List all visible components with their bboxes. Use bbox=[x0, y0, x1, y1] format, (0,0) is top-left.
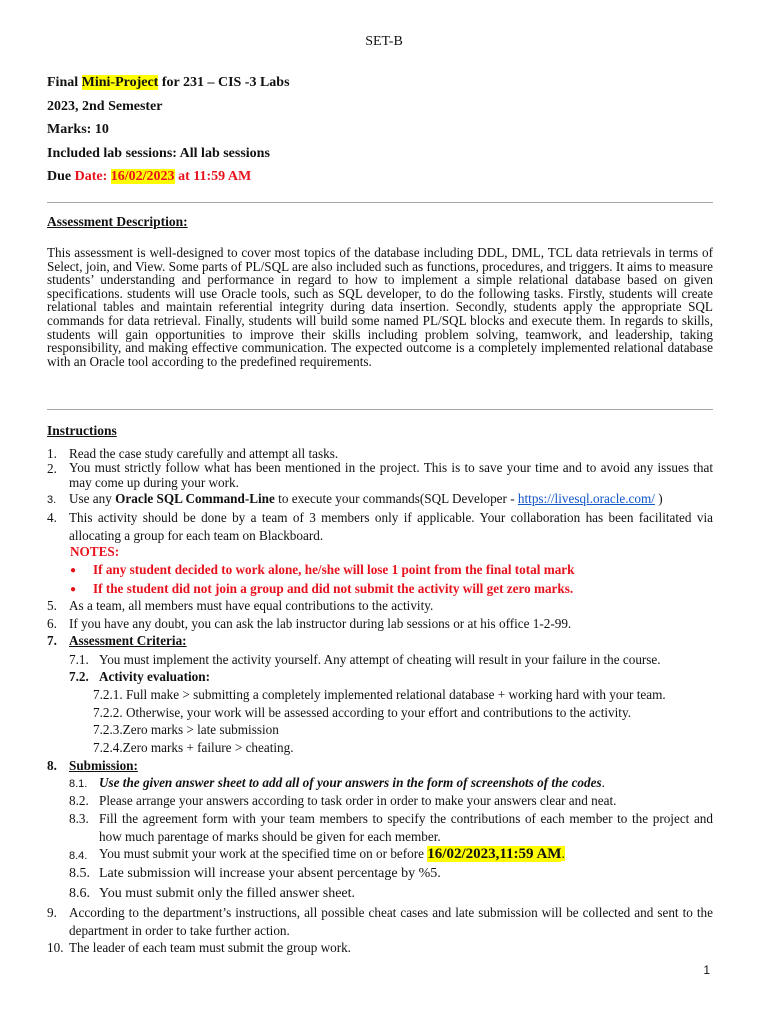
criteria-item: You must implement the activity yourself. Any attempt of cheating will result in your failure in the course. bbox=[99, 652, 661, 667]
list-number: 8. bbox=[47, 758, 57, 773]
lab-sessions-line: Included lab sessions: All lab sessions bbox=[47, 146, 270, 161]
instructions-heading: Instructions bbox=[47, 423, 117, 438]
page-number: 1 bbox=[703, 963, 710, 977]
instruction-item: Use any Oracle SQL Command-Line to execute your commands(SQL Developer - https://livesql.oracle.com/ ) bbox=[69, 491, 663, 506]
instruction-item: You must strictly follow what has been mentioned in the project. This is to save your time and to avoid any issues that may come up during your work. bbox=[69, 460, 713, 490]
list-number: 7.2. bbox=[69, 669, 89, 684]
highlight-mini-project: Mini-Project bbox=[81, 75, 159, 90]
marks-line: Marks: 10 bbox=[47, 122, 109, 137]
list-number: 10. bbox=[47, 940, 64, 955]
deadline-highlight: 16/02/2023,11:59 AM bbox=[427, 846, 562, 862]
assessment-criteria-heading: Assessment Criteria: bbox=[69, 633, 187, 648]
list-number: 8.1. bbox=[69, 778, 88, 790]
submission-item: Fill the agreement form with your team members to specify the contributions of each member to the project and how much parentage of marks should be given for each member. bbox=[99, 811, 713, 844]
semester-line: 2023, 2nd Semester bbox=[47, 99, 163, 114]
instruction-item: As a team, all members must have equal contributions to the activity. bbox=[69, 598, 434, 613]
list-number: 8.5. bbox=[69, 866, 90, 881]
list-number: 3. bbox=[47, 494, 57, 506]
submission-item: Please arrange your answers according to task order in order to make your answers clear and neat. bbox=[99, 793, 617, 808]
submission-item: You must submit your work at the specified time on or before 16/02/2023,11:59 AM. bbox=[99, 846, 565, 862]
instruction-item: The leader of each team must submit the group work. bbox=[69, 940, 351, 955]
due-date-line: Due Date: 16/02/2023 at 11:59 AM bbox=[47, 169, 252, 184]
list-number: 7. bbox=[47, 633, 57, 648]
instruction-item: If you have any doubt, you can ask the lab instructor during lab sessions or at his office 1-2-99. bbox=[69, 616, 572, 631]
evaluation-item: 7.2.4.Zero marks + failure > cheating. bbox=[93, 740, 294, 755]
list-number: 8.6. bbox=[69, 886, 90, 901]
instruction-item: Read the case study carefully and attempt all tasks. bbox=[69, 446, 339, 461]
list-number: 6. bbox=[47, 616, 57, 631]
list-number: 8.4. bbox=[69, 850, 88, 862]
instruction-item: According to the department’s instructions, all possible cheat cases and late submission will be collected and sent to the department in order to take further action. bbox=[69, 905, 713, 938]
list-number: 8.2. bbox=[69, 793, 89, 808]
livesql-link[interactable]: https://livesql.oracle.com/ bbox=[517, 491, 655, 506]
divider bbox=[47, 409, 713, 410]
list-number: 4. bbox=[47, 510, 57, 525]
evaluation-item: 7.2.2. Otherwise, your work will be assessed according to your effort and contributions to the activity. bbox=[93, 705, 632, 720]
list-number: 5. bbox=[47, 598, 57, 613]
assessment-description-body: This assessment is well-designed to cover most topics of the database including DDL, DML, TCL data retrievals in terms of Select, join, and View. Some parts of PL/SQL are also included such as functions, procedures, and triggers. It aims to measure students’ understanding and performance in regard to how to implement a simple relational database based on given specifications. students will use Oracle tools, such as SQL developer, to do the following tasks. Firstly, students will create relational tables and maintain referential integrity during data insertion. Secondly, students apply the appropriate SQL commands for data retrieval. Finally, students will build some named PL/SQL blocks and execute them. In regards to skills, students will gain opportunities to improve their skills including problem solving, teamwork, and leadership, taking responsibility, and making effective communication. The expected outcome is a completely implemented relational database with an Oracle tool according to the predefined requirements. bbox=[47, 245, 713, 369]
instruction-item: This activity should be done by a team of 3 members only if applicable. Your collaboration has been facilitated via allocating a group for each team on Blackboard. bbox=[69, 510, 713, 543]
evaluation-item: 7.2.3.Zero marks > late submission bbox=[93, 722, 279, 737]
list-number: 7.1. bbox=[69, 652, 89, 667]
due-date-highlight: 16/02/2023 bbox=[110, 169, 175, 184]
list-number: 8.3. bbox=[69, 811, 89, 826]
bullet-icon: ● bbox=[70, 584, 77, 595]
assessment-description-heading: Assessment Description: bbox=[47, 214, 188, 229]
submission-item: Late submission will increase your absent percentage by %5. bbox=[99, 866, 441, 881]
submission-heading: Submission: bbox=[69, 758, 138, 773]
note-item: If any student decided to work alone, he/she will lose 1 point from the final total mark bbox=[93, 562, 575, 577]
divider bbox=[47, 202, 713, 203]
activity-evaluation-heading: Activity evaluation: bbox=[99, 669, 210, 684]
note-item: If the student did not join a group and did not submit the activity will get zero marks. bbox=[93, 581, 574, 596]
evaluation-item: 7.2.1. Full make > submitting a completely implemented relational database + working hard with your team. bbox=[93, 687, 666, 702]
bullet-icon: ● bbox=[70, 565, 77, 576]
notes-label: NOTES: bbox=[70, 544, 120, 559]
list-number: 2. bbox=[47, 461, 57, 476]
submission-item: Use the given answer sheet to add all of your answers in the form of screenshots of the codes. bbox=[99, 775, 605, 790]
project-title: Final Mini-Project for 231 – CIS -3 Labs bbox=[47, 75, 290, 90]
set-label: SET-B bbox=[365, 34, 403, 49]
list-number: 1. bbox=[47, 446, 57, 461]
list-number: 9. bbox=[47, 905, 57, 920]
submission-item: You must submit only the filled answer sheet. bbox=[99, 886, 356, 901]
